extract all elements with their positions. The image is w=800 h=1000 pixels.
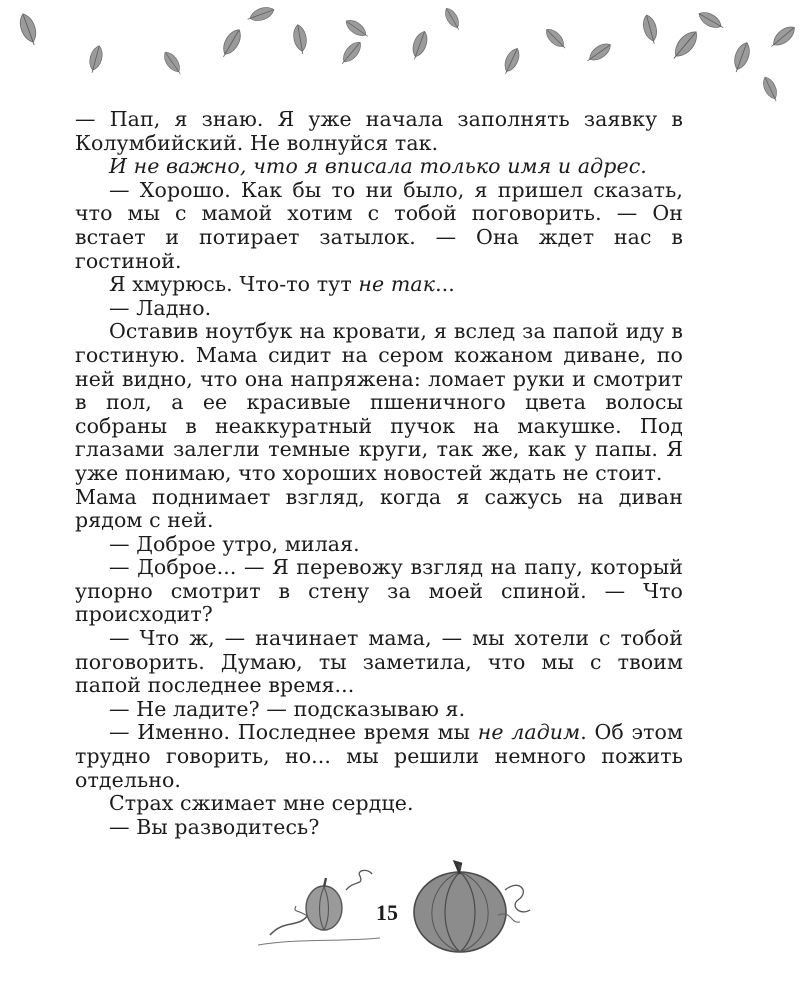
text-segment: Я хмурюсь. Что-то тут — [109, 272, 359, 297]
italic-text: не ладим — [477, 720, 581, 745]
text-segment: — Доброе... — Я перевожу взгляд на папу, который упорно смотрит в стену за моей спиной. — Что происходит? — [75, 555, 683, 627]
paragraph — [75, 816, 683, 840]
text-segment: — Пап, я знаю. Я уже начала заполнять заявку в Колумбийский. Не волнуйся так. — [75, 107, 683, 155]
paragraph — [75, 108, 683, 155]
page-number: 15 — [376, 900, 398, 925]
paragraph — [75, 698, 683, 722]
text-segment: — Доброе утро, милая. — [109, 531, 360, 556]
paragraph — [75, 721, 683, 792]
text-segment: — Именно. Последнее время мы — [109, 720, 478, 745]
paragraph — [75, 273, 683, 297]
paragraph — [75, 486, 683, 533]
text-segment: — Хорошо. Как бы то ни было, я пришел сказать, что мы с мамой хотим с тобой поговорить. — Он встает и потирает затылок. — Она ждет нас в гостиной. — [75, 177, 683, 273]
text-segment: — Ладно. — [109, 295, 212, 320]
text-segment: . Об этом трудно говорить, но... мы решили немного пожить отдельно. — [75, 720, 683, 792]
body-text — [75, 108, 683, 839]
pumpkins-icon — [0, 860, 800, 1000]
text-segment: Страх сжимает мне сердце. — [109, 791, 414, 816]
text-segment: — Не ладите? — подсказываю я. — [109, 696, 466, 721]
paragraph — [75, 792, 683, 816]
leaves-icon — [0, 0, 800, 115]
paragraph — [75, 556, 683, 627]
paragraph — [75, 533, 683, 557]
paragraph — [75, 320, 683, 485]
text-segment: Мама поднимает взгляд, когда я сажусь на диван рядом с ней. — [75, 484, 683, 533]
paragraph — [75, 155, 683, 179]
paragraph — [75, 627, 683, 698]
paragraph — [75, 179, 683, 273]
text-segment: — Что ж, — начинает мама, — мы хотели с тобой поговорить. Думаю, ты заметила, что мы с твоим папой последнее время... — [75, 626, 683, 698]
text-segment: Оставив ноутбук на кровати, я вслед за папой иду в гостиную. Мама сидит на сером кожаном диване, по ней видно, что она напряжена: ломает руки и смотрит в пол, а ее красивые пшеничного цвета волосы собраны в неаккуратный пучок на макушке. Под глазами залегли темные круги, так же, как у папы. Я уже понимаю, что хороших новостей ждать не стоит. — [75, 319, 683, 485]
italic-text: И не важно, что я вписала только имя и адрес. — [109, 154, 647, 179]
text-segment: ... — [435, 272, 455, 297]
italic-text: не так — [358, 272, 436, 297]
text-segment: — Вы разводитесь? — [109, 814, 320, 839]
paragraph — [75, 297, 683, 321]
